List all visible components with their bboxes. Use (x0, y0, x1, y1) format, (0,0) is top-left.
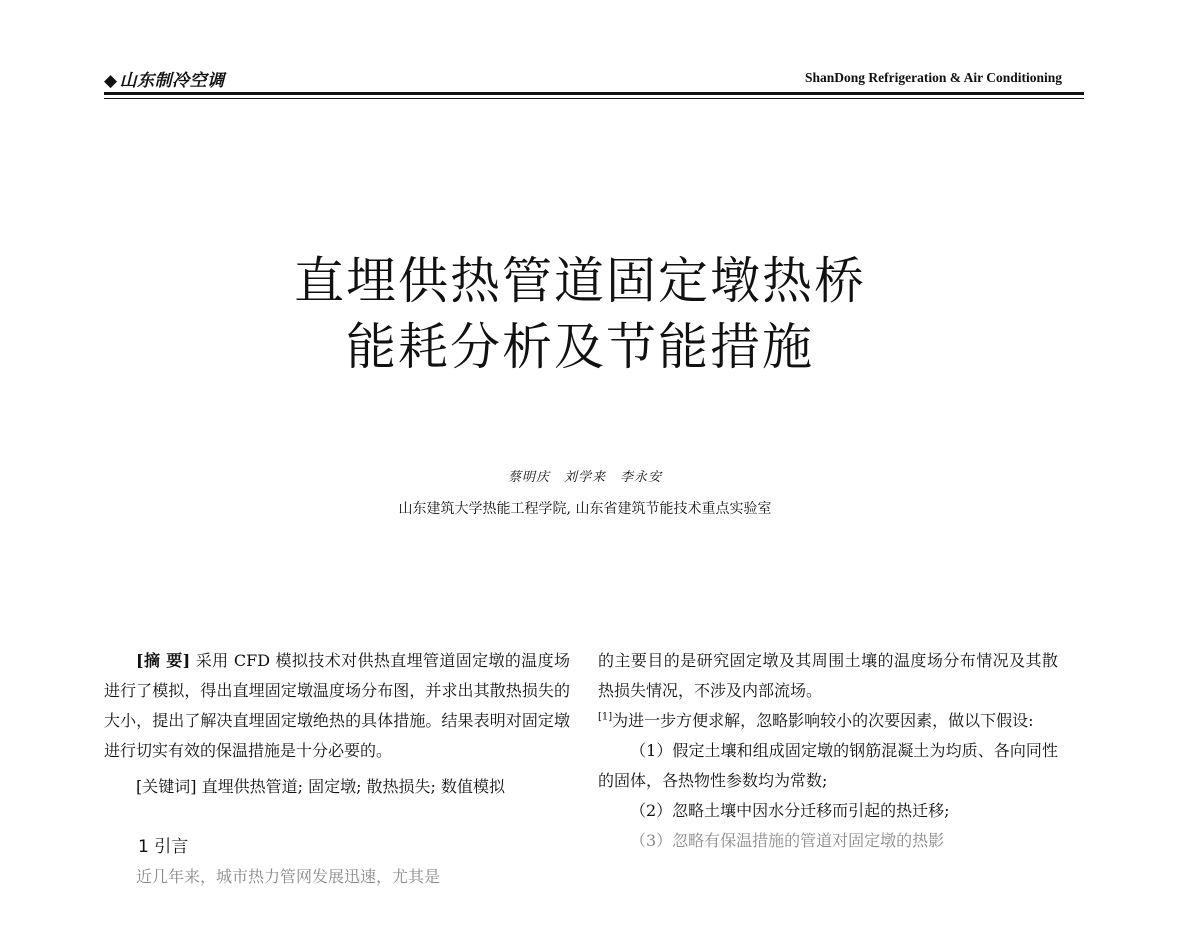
affiliation: 山东建筑大学热能工程学院, 山东省建筑节能技术重点实验室 (398, 501, 772, 517)
right-para1b-text: 为进一步方便求解，忽略影响较小的次要因素，做以下假设: (612, 711, 1034, 730)
left-column (104, 646, 570, 892)
assumption-1: （1）假定土壤和组成固定墩的钢筋混凝土为均质、各向同性的固体，各热物性参数均为常数; (598, 741, 1058, 790)
header-rule-thick (104, 92, 1084, 95)
abstract-text: 采用 CFD 模拟技术对供热直埋管道固定墩的温度场进行了模拟，得出直埋固定墩温度场分布图，并求出其散热损失的大小，提出了解决直埋固定墩绝热的具体措施。结果表明对固定墩进行切实有效的保温措施是十分必要的。 (104, 651, 570, 760)
paper-title (0, 248, 1160, 380)
abstract (104, 646, 570, 766)
journal-title-cn (104, 66, 225, 91)
journal-name-cn: 山东制冷空调 (119, 71, 225, 91)
assumption-2: （2）忽略土壤中因水分迁移而引起的热迁移; (630, 801, 950, 820)
right-paragraph-1 (598, 646, 1058, 736)
keywords-label: [关键词] (136, 777, 197, 796)
diamond-icon: ◆ (104, 71, 118, 91)
assumption-3-partial: （3）忽略有保温措施的管道对固定墩的热影 (630, 831, 945, 850)
intro-partial-line: 近几年来，城市热力管网发展迅速，尤其是 (136, 867, 441, 886)
header-rule-thin (104, 98, 1084, 99)
journal-title-en: ShanDong Refrigeration & Air Conditioning (804, 70, 1062, 85)
title-line-2: 能耗分析及节能措施 (346, 318, 814, 376)
keywords-text: 直埋供热管道; 固定墩; 散热损失; 数值模拟 (201, 777, 506, 796)
keywords (104, 772, 570, 802)
right-para1-text: 的主要目的是研究固定墩及其周围土壤的温度场分布情况及其散热损失情况，不涉及内部流场。 (598, 651, 1058, 700)
title-line-1: 直埋供热管道固定墩热桥 (294, 252, 866, 310)
reference-marker: [1] (598, 711, 613, 723)
abstract-label: [摘 要] (136, 651, 191, 670)
authors: 蔡明庆 刘学来 李永安 (507, 470, 662, 485)
right-column (598, 646, 1058, 856)
section-heading-intro: 1 引言 (138, 837, 189, 857)
